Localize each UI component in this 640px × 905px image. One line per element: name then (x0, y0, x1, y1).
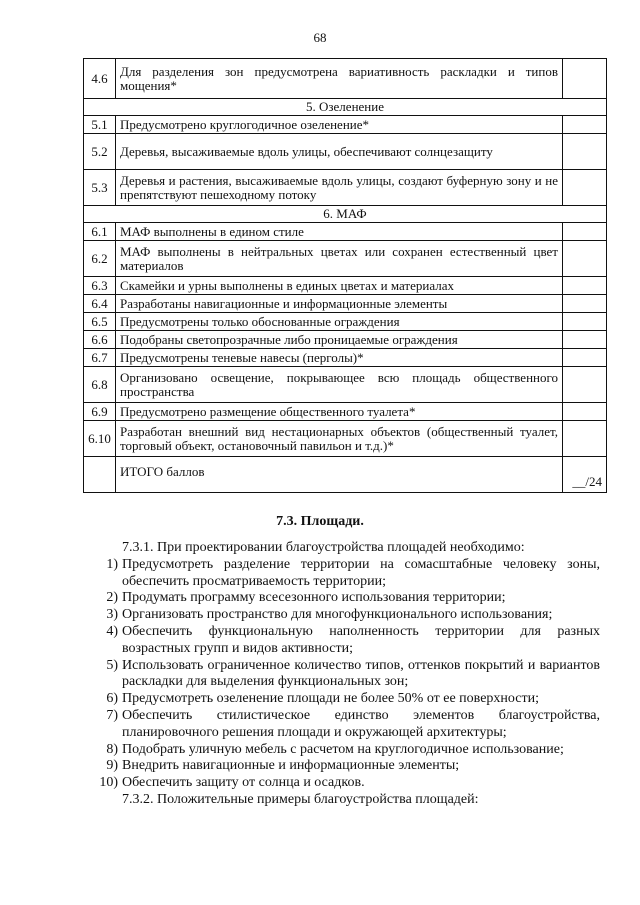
item-description: Подобраны светопрозрачные либо проницаемые ограждения (116, 331, 563, 349)
table-row (84, 313, 607, 331)
score-cell[interactable] (563, 134, 607, 170)
item-description: Деревья и растения, высаживаемые вдоль улицы, создают буферную зону и не препятствуют пешеходному потоку (116, 170, 563, 206)
list-text: Внедрить навигационные и информационные элементы; (122, 758, 460, 774)
table-row (84, 403, 607, 421)
score-cell[interactable] (563, 170, 607, 206)
table-row (84, 116, 607, 134)
section-title: 7.3. Площади. (276, 514, 364, 529)
section-row (84, 206, 607, 223)
item-number: 6.4 (84, 295, 116, 313)
list-marker: 2) (106, 590, 118, 606)
score-cell[interactable] (563, 331, 607, 349)
item-number: 6.10 (84, 421, 116, 457)
score-cell[interactable] (563, 349, 607, 367)
list-item (98, 658, 600, 692)
item-description: Скамейки и урны выполнены в единых цветах и материалах (116, 277, 563, 295)
item-description: МАФ выполнены в едином стиле (116, 223, 563, 241)
score-cell[interactable] (563, 116, 607, 134)
total-row (84, 457, 607, 493)
table-row (84, 241, 607, 277)
intro-paragraph: 7.3.1. При проектировании благоустройства площадей необходимо: (122, 540, 525, 555)
requirements-text (98, 540, 600, 809)
list-item (98, 775, 600, 792)
table-row (84, 277, 607, 295)
list-marker: 7) (106, 707, 118, 723)
list-marker: 3) (106, 607, 118, 623)
list-item (98, 557, 600, 591)
checklist-table (83, 58, 607, 493)
list-marker: 4) (106, 623, 118, 639)
item-description: Для разделения зон предусмотрена вариативность раскладки и типов мощения* (116, 59, 563, 99)
table-row (84, 367, 607, 403)
list-text: Подобрать уличную мебель с расчетом на круглогодичное использование; (122, 741, 564, 757)
score-cell[interactable] (563, 241, 607, 277)
requirements-list (98, 557, 600, 792)
item-number: 6.2 (84, 241, 116, 277)
list-text: Обеспечить защиту от солнца и осадков. (122, 775, 365, 791)
item-number: 4.6 (84, 59, 116, 99)
score-cell[interactable] (563, 223, 607, 241)
item-description: Предусмотрено круглогодичное озеленение* (116, 116, 563, 134)
list-text: Использовать ограниченное количество типов, оттенков покрытий и вариантов раскладки для выделения функциональных зон; (122, 657, 600, 690)
table-row (84, 295, 607, 313)
list-text: Предусмотреть разделение территории на сомасштабные человеку зоны, обеспечить просматриваемость территории; (122, 556, 600, 589)
table-row (84, 331, 607, 349)
item-description: Разработаны навигационные и информационные элементы (116, 295, 563, 313)
list-text: Предусмотреть озеленение площади не более 50% от ее поверхности; (122, 691, 539, 707)
item-number: 6.3 (84, 277, 116, 295)
list-marker: 1) (106, 556, 118, 572)
list-item (98, 708, 600, 742)
list-text: Организовать пространство для многофункционального использования; (122, 607, 553, 623)
item-description: Предусмотрены теневые навесы (перголы)* (116, 349, 563, 367)
item-number: 6.7 (84, 349, 116, 367)
score-cell[interactable] (563, 367, 607, 403)
list-item (98, 691, 600, 708)
item-number: 6.6 (84, 331, 116, 349)
table-row (84, 170, 607, 206)
table-row (84, 421, 607, 457)
total-label: ИТОГО баллов (116, 457, 563, 493)
item-number: 5.1 (84, 116, 116, 134)
item-number: 6.8 (84, 367, 116, 403)
list-text: Обеспечить стилистическое единство элементов благоустройства, планировочного решения площади и окружающей архитектуры; (122, 707, 600, 740)
item-description: Предусмотрены только обоснованные ограждения (116, 313, 563, 331)
list-item (98, 742, 600, 759)
list-text: Обеспечить функциональную наполненность территории для разных возрастных групп и видов активности; (122, 623, 600, 656)
list-item (98, 624, 600, 658)
item-number (84, 457, 116, 493)
section-heading: 5. Озеленение (84, 99, 607, 116)
list-marker: 5) (106, 657, 118, 673)
section-row (84, 99, 607, 116)
item-description: МАФ выполнены в нейтральных цветах или сохранен естественный цвет материалов (116, 241, 563, 277)
item-number: 6.5 (84, 313, 116, 331)
item-description: Разработан внешний вид нестационарных объектов (общественный туалет, торговый объект, остановочный павильон и т.д.)* (116, 421, 563, 457)
score-cell[interactable] (563, 59, 607, 99)
total-score: __/24 (563, 457, 607, 493)
outro-paragraph: 7.3.2. Положительные примеры благоустройства площадей: (122, 791, 479, 807)
score-cell[interactable] (563, 277, 607, 295)
score-cell[interactable] (563, 313, 607, 331)
score-cell[interactable] (563, 421, 607, 457)
item-description: Предусмотрено размещение общественного туалета* (116, 403, 563, 421)
list-marker: 8) (106, 741, 118, 757)
item-number: 5.2 (84, 134, 116, 170)
item-description: Деревья, высаживаемые вдоль улицы, обеспечивают солнцезащиту (116, 134, 563, 170)
list-marker: 10) (99, 775, 118, 791)
item-number: 6.1 (84, 223, 116, 241)
list-marker: 9) (106, 758, 118, 774)
table-row (84, 134, 607, 170)
list-marker: 6) (106, 691, 118, 707)
item-description: Организовано освещение, покрывающее всю площадь общественного пространства (116, 367, 563, 403)
list-item (98, 590, 600, 607)
table-row (84, 349, 607, 367)
item-number: 5.3 (84, 170, 116, 206)
list-item (98, 758, 600, 775)
table-row (84, 223, 607, 241)
list-text: Продумать программу всесезонного использования территории; (122, 590, 506, 606)
table-row (84, 59, 607, 99)
page-number: 68 (313, 30, 327, 45)
list-item (98, 607, 600, 624)
item-number: 6.9 (84, 403, 116, 421)
score-cell[interactable] (563, 403, 607, 421)
section-heading: 6. МАФ (84, 206, 607, 223)
score-cell[interactable] (563, 295, 607, 313)
